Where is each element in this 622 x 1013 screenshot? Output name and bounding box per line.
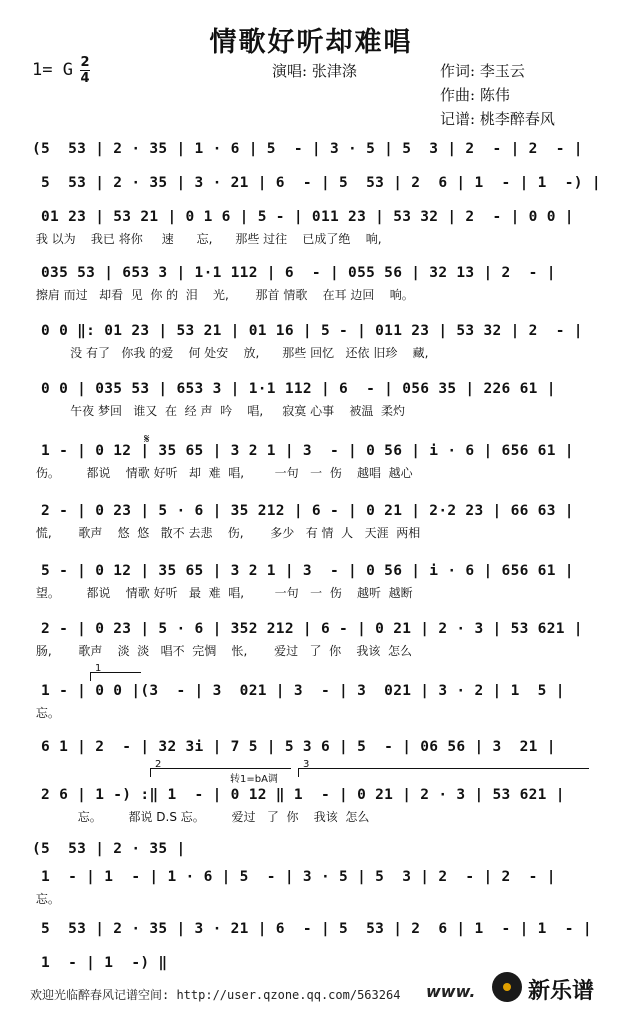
lyric-line: 肠, 歌声 淡 淡 唱不 完惆 怅, 爱过 了 你 我该 怎么 (32, 644, 413, 658)
lyricist-credit: 作词: 李玉云 (440, 62, 525, 80)
singer-credit: 演唱: 张津涤 (272, 62, 357, 80)
modulation-mark: 转1=bA调 (230, 774, 278, 785)
time-numerator: 2 (80, 55, 90, 70)
transcriber-credit: 记谱: 桃李醉春风 (440, 110, 555, 128)
notation-line: 5 53 | 2 · 35 | 3 · 21 | 6 - | 5 53 | 2 6 | 1 - | 1 -) | (32, 175, 601, 191)
notation-line: (5 53 | 2 · 35 | (32, 841, 186, 857)
notation-line: (5 53 | 2 · 35 | 1 · 6 | 5 - | 3 · 5 | 5 3 | 2 - | 2 - | (32, 141, 583, 157)
notation-line: 0 0 ‖: 01 23 | 53 21 | 01 16 | 5 - | 011 23 | 53 32 | 2 - | (32, 323, 583, 339)
notation-line: 5 - | 0 12 | 35 65 | 3 2 1 | 3 - | 0 56 | i · 6 | 656 61 | (32, 563, 574, 579)
notation-line: 2 6 | 1 -) :‖ 1 - | 0 12 ‖ 1 - | 0 21 | 2 · 3 | 53 621 | (32, 787, 565, 803)
volta-number: 3 (303, 759, 310, 770)
notation-line: 6 1 | 2 - | 32 3i | 7 5 | 5 3 6 | 5 - | 06 56 | 3 21 | (32, 739, 556, 755)
notation-line: 1 - | 1 -) ‖ (32, 955, 168, 971)
score-row (32, 320, 588, 364)
score-row (32, 378, 588, 422)
lyric-line: 忘。 (32, 892, 60, 906)
lyric-line: 望。 都说 情歌 好听 最 难 唱, 一句 一 伤 越听 越断 (32, 586, 413, 600)
notation-line: 1 - | 1 - | 1 · 6 | 5 - | 3 · 5 | 5 3 | 2 - | 2 - | (32, 869, 556, 885)
footer-text: 欢迎光临醉春风记谱空间: http://user.qzone.qq.com/563264 (30, 988, 401, 1002)
segno-mark: 𝄋 (144, 432, 150, 447)
notation-line: 2 - | 0 23 | 5 · 6 | 35 212 | 6 - | 0 21 | 2·2 23 | 66 63 | (32, 503, 574, 519)
notation-line: 1 - | 0 0 |(3 - | 3 021 | 3 - | 3 021 | 3 · 2 | 1 5 | (32, 683, 565, 699)
score-row (32, 618, 588, 662)
score-row (32, 500, 588, 544)
score-row (32, 440, 588, 484)
notation-line: 1 - | 0 12 | 35 65 | 3 2 1 | 3 - | 0 56 | i · 6 | 656 61 | (32, 443, 574, 459)
key-signature: 1= G (32, 60, 73, 80)
lyric-line: 忘。 都说 D.S 忘。 爱过 了 你 我该 怎么 (32, 810, 370, 824)
volta-bracket-3 (298, 759, 589, 777)
notation-line: 035 53 | 653 3 | 1·1 112 | 6 - | 055 56 | 32 13 | 2 - | (32, 265, 556, 281)
lyric-line: 伤。 都说 情歌 好听 却 难 唱, 一句 一 伤 越唱 越心 (32, 466, 413, 480)
lyric-line: 慌, 歌声 悠 悠 散不 去悲 伤, 多少 有 情 人 天涯 两相 (32, 526, 421, 540)
score-row (32, 560, 588, 604)
notation-line: 2 - | 0 23 | 5 · 6 | 352 212 | 6 - | 0 21 | 2 · 3 | 53 621 | (32, 621, 583, 637)
notation-line: 0 0 | 035 53 | 653 3 | 1·1 112 | 6 - | 056 35 | 226 61 | (32, 381, 556, 397)
score-row (32, 262, 588, 306)
volta-number: 2 (155, 759, 162, 770)
score-row (32, 206, 588, 250)
lyric-line: 我 以为 我已 将你 速 忘, 那些 过往 已成了绝 响, (32, 232, 382, 246)
lyric-line: 擦肩 而过 却看 见 你 的 泪 光, 那首 情歌 在耳 边回 响。 (32, 288, 414, 302)
lyric-line: 午夜 梦回 谁又 在 经 声 吟 唱, 寂寞 心事 被温 柔灼 (32, 404, 405, 418)
score-row (32, 866, 588, 910)
score-row (32, 680, 588, 724)
site-text: www. (426, 982, 476, 1001)
time-denominator: 4 (80, 71, 90, 86)
volta-number: 1 (95, 663, 102, 674)
brand-name: 新乐谱 (528, 979, 595, 1004)
lyric-line: 没 有了 你我 的爱 何 处安 放, 那些 回忆 还依 旧珍 藏, (32, 346, 429, 360)
score-row (32, 784, 588, 828)
song-title: 情歌好听却难唱 (209, 27, 413, 58)
record-icon (492, 972, 522, 1002)
volta-bracket-1 (90, 663, 141, 681)
notation-line: 5 53 | 2 · 35 | 3 · 21 | 6 - | 5 53 | 2 6 | 1 - | 1 - | (32, 921, 592, 937)
lyric-line: 忘。 (32, 706, 60, 720)
brand-logo (488, 968, 616, 1008)
composer-credit: 作曲: 陈伟 (440, 86, 510, 104)
notation-line: 01 23 | 53 21 | 0 1 6 | 5 - | 011 23 | 53 32 | 2 - | 0 0 | (32, 209, 574, 225)
